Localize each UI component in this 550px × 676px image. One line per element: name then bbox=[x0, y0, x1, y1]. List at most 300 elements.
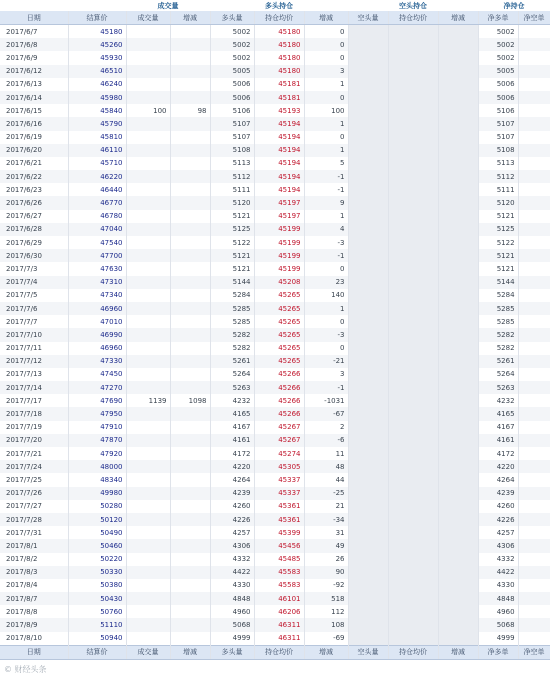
cell-long-avg: 45194 bbox=[254, 131, 304, 144]
cell-volume bbox=[126, 276, 170, 289]
cell-volume bbox=[126, 473, 170, 486]
table-row bbox=[0, 25, 550, 39]
table-row bbox=[0, 210, 550, 223]
cell-short-change bbox=[438, 592, 478, 605]
cell-volume bbox=[126, 526, 170, 539]
cell-volume-change bbox=[170, 513, 210, 526]
table-row bbox=[0, 381, 550, 394]
cell-long-qty: 5107 bbox=[210, 131, 254, 144]
cell-date: 2017/8/10 bbox=[0, 632, 68, 646]
cell-settle: 46240 bbox=[68, 78, 126, 91]
cell-long-change: 0 bbox=[304, 51, 348, 64]
cell-long-qty: 5285 bbox=[210, 315, 254, 328]
cell-net-long: 5122 bbox=[478, 236, 518, 249]
cell-long-qty: 4330 bbox=[210, 579, 254, 592]
table-row bbox=[0, 315, 550, 328]
cell-net-short bbox=[518, 170, 550, 183]
col-header-short-qty[interactable]: 空头量 bbox=[348, 11, 388, 25]
cell-long-change: 112 bbox=[304, 605, 348, 618]
cell-volume-change bbox=[170, 315, 210, 328]
cell-volume bbox=[126, 210, 170, 223]
cell-net-short bbox=[518, 592, 550, 605]
cell-volume-change bbox=[170, 236, 210, 249]
cell-net-long: 5107 bbox=[478, 117, 518, 130]
cell-long-qty: 4226 bbox=[210, 513, 254, 526]
cell-long-change: 108 bbox=[304, 618, 348, 631]
cell-long-qty: 4167 bbox=[210, 421, 254, 434]
cell-volume bbox=[126, 170, 170, 183]
cell-short-qty bbox=[348, 315, 388, 328]
cell-long-change: -1031 bbox=[304, 394, 348, 407]
cell-settle: 46770 bbox=[68, 196, 126, 209]
col-header-long-change[interactable]: 增减 bbox=[304, 11, 348, 25]
cell-volume-change bbox=[170, 249, 210, 262]
cell-short-qty bbox=[348, 434, 388, 447]
cell-volume-change bbox=[170, 117, 210, 130]
table-row bbox=[0, 355, 550, 368]
cell-short-change bbox=[438, 144, 478, 157]
cell-long-qty: 5002 bbox=[210, 38, 254, 51]
cell-short-qty bbox=[348, 144, 388, 157]
cell-long-avg: 45199 bbox=[254, 236, 304, 249]
cell-short-change bbox=[438, 276, 478, 289]
cell-settle: 46220 bbox=[68, 170, 126, 183]
cell-short-qty bbox=[348, 262, 388, 275]
cell-short-qty bbox=[348, 78, 388, 91]
cell-volume bbox=[126, 566, 170, 579]
cell-short-qty bbox=[348, 183, 388, 196]
cell-short-avg bbox=[388, 144, 438, 157]
cell-short-change bbox=[438, 632, 478, 646]
cell-volume bbox=[126, 262, 170, 275]
cell-long-qty: 4220 bbox=[210, 460, 254, 473]
cell-date: 2017/6/28 bbox=[0, 223, 68, 236]
cell-volume-change: 98 bbox=[170, 104, 210, 117]
cell-settle: 47950 bbox=[68, 407, 126, 420]
footer-short-qty: 空头量 bbox=[348, 645, 388, 659]
cell-volume-change bbox=[170, 553, 210, 566]
cell-short-qty bbox=[348, 65, 388, 78]
cell-date: 2017/6/19 bbox=[0, 131, 68, 144]
cell-long-avg: 45265 bbox=[254, 355, 304, 368]
table-row bbox=[0, 566, 550, 579]
cell-date: 2017/7/6 bbox=[0, 302, 68, 315]
cell-long-change: 140 bbox=[304, 289, 348, 302]
col-header-short-avg[interactable]: 持仓均价 bbox=[388, 11, 438, 25]
col-header-date[interactable]: 日期 bbox=[0, 11, 68, 25]
cell-volume bbox=[126, 65, 170, 78]
cell-short-qty bbox=[348, 38, 388, 51]
cell-settle: 46440 bbox=[68, 183, 126, 196]
cell-date: 2017/7/19 bbox=[0, 421, 68, 434]
cell-long-change: 11 bbox=[304, 447, 348, 460]
cell-long-change: 0 bbox=[304, 91, 348, 104]
cell-date: 2017/7/4 bbox=[0, 276, 68, 289]
cell-settle: 47340 bbox=[68, 289, 126, 302]
cell-settle: 47910 bbox=[68, 421, 126, 434]
cell-volume-change bbox=[170, 460, 210, 473]
cell-net-short bbox=[518, 104, 550, 117]
cell-long-qty: 5002 bbox=[210, 25, 254, 39]
cell-long-change: 0 bbox=[304, 25, 348, 39]
cell-net-short bbox=[518, 566, 550, 579]
cell-long-qty: 5106 bbox=[210, 104, 254, 117]
cell-volume bbox=[126, 302, 170, 315]
cell-volume bbox=[126, 38, 170, 51]
cell-short-change bbox=[438, 78, 478, 91]
cell-long-change: 1 bbox=[304, 302, 348, 315]
cell-long-change: -1 bbox=[304, 249, 348, 262]
cell-short-avg bbox=[388, 38, 438, 51]
cell-long-avg: 45399 bbox=[254, 526, 304, 539]
cell-long-qty: 4165 bbox=[210, 407, 254, 420]
cell-short-change bbox=[438, 38, 478, 51]
cell-net-short bbox=[518, 579, 550, 592]
cell-date: 2017/6/13 bbox=[0, 78, 68, 91]
footer-volume-change: 增减 bbox=[170, 645, 210, 659]
cell-volume bbox=[126, 487, 170, 500]
cell-short-change bbox=[438, 249, 478, 262]
cell-short-change bbox=[438, 223, 478, 236]
cell-net-short bbox=[518, 38, 550, 51]
table-row bbox=[0, 51, 550, 64]
cell-long-change: 9 bbox=[304, 196, 348, 209]
cell-long-avg: 45266 bbox=[254, 381, 304, 394]
cell-long-qty: 5121 bbox=[210, 249, 254, 262]
cell-short-avg bbox=[388, 632, 438, 646]
cell-short-avg bbox=[388, 210, 438, 223]
cell-volume-change bbox=[170, 144, 210, 157]
cell-volume-change bbox=[170, 447, 210, 460]
cell-long-qty: 5111 bbox=[210, 183, 254, 196]
cell-short-change bbox=[438, 526, 478, 539]
col-header-settle[interactable]: 结算价 bbox=[68, 11, 126, 25]
cell-short-qty bbox=[348, 355, 388, 368]
group-header-volume: 成交量 bbox=[126, 0, 210, 11]
col-header-short-change[interactable]: 增减 bbox=[438, 11, 478, 25]
cell-date: 2017/8/8 bbox=[0, 605, 68, 618]
cell-settle: 47630 bbox=[68, 262, 126, 275]
col-header-volume-change[interactable]: 增减 bbox=[170, 11, 210, 25]
cell-long-avg: 45337 bbox=[254, 473, 304, 486]
cell-net-short bbox=[518, 302, 550, 315]
cell-long-change: 0 bbox=[304, 342, 348, 355]
cell-short-change bbox=[438, 196, 478, 209]
table-row bbox=[0, 394, 550, 407]
table-row bbox=[0, 487, 550, 500]
col-header-net-short[interactable]: 净空单 bbox=[518, 11, 550, 25]
cell-long-qty: 4264 bbox=[210, 473, 254, 486]
cell-volume bbox=[126, 51, 170, 64]
cell-volume-change bbox=[170, 38, 210, 51]
cell-long-qty: 4960 bbox=[210, 605, 254, 618]
cell-short-qty bbox=[348, 249, 388, 262]
cell-net-long: 4257 bbox=[478, 526, 518, 539]
cell-net-short bbox=[518, 262, 550, 275]
watermark: © 财经头条 bbox=[4, 665, 47, 674]
cell-date: 2017/6/21 bbox=[0, 157, 68, 170]
cell-volume: 100 bbox=[126, 104, 170, 117]
cell-short-avg bbox=[388, 289, 438, 302]
cell-long-avg: 45266 bbox=[254, 368, 304, 381]
cell-long-avg: 45199 bbox=[254, 262, 304, 275]
cell-date: 2017/7/11 bbox=[0, 342, 68, 355]
cell-short-avg bbox=[388, 223, 438, 236]
cell-volume-change bbox=[170, 25, 210, 39]
cell-date: 2017/7/10 bbox=[0, 328, 68, 341]
cell-volume bbox=[126, 342, 170, 355]
cell-short-change bbox=[438, 210, 478, 223]
table-row bbox=[0, 223, 550, 236]
cell-settle: 47450 bbox=[68, 368, 126, 381]
cell-net-long: 4260 bbox=[478, 500, 518, 513]
cell-volume-change bbox=[170, 328, 210, 341]
cell-long-avg: 45361 bbox=[254, 500, 304, 513]
cell-volume bbox=[126, 368, 170, 381]
cell-short-change bbox=[438, 170, 478, 183]
cell-long-change: -3 bbox=[304, 236, 348, 249]
cell-long-avg: 45583 bbox=[254, 566, 304, 579]
table-row bbox=[0, 421, 550, 434]
cell-date: 2017/6/8 bbox=[0, 38, 68, 51]
cell-short-qty bbox=[348, 91, 388, 104]
cell-volume bbox=[126, 579, 170, 592]
cell-short-change bbox=[438, 487, 478, 500]
cell-net-long: 4220 bbox=[478, 460, 518, 473]
cell-short-qty bbox=[348, 394, 388, 407]
cell-net-long: 5002 bbox=[478, 38, 518, 51]
cell-long-avg: 45199 bbox=[254, 249, 304, 262]
cell-long-qty: 5005 bbox=[210, 65, 254, 78]
group-header-net: 净持仓 bbox=[478, 0, 550, 11]
cell-long-avg: 46311 bbox=[254, 632, 304, 646]
cell-date: 2017/7/13 bbox=[0, 368, 68, 381]
cell-volume bbox=[126, 78, 170, 91]
cell-net-long: 5106 bbox=[478, 104, 518, 117]
cell-date: 2017/7/17 bbox=[0, 394, 68, 407]
cell-net-long: 5285 bbox=[478, 302, 518, 315]
cell-settle: 47920 bbox=[68, 447, 126, 460]
cell-net-short bbox=[518, 78, 550, 91]
table-row bbox=[0, 368, 550, 381]
cell-volume-change: 1098 bbox=[170, 394, 210, 407]
cell-date: 2017/6/16 bbox=[0, 117, 68, 130]
footer-settle: 结算价 bbox=[68, 645, 126, 659]
cell-short-avg bbox=[388, 328, 438, 341]
cell-volume-change bbox=[170, 210, 210, 223]
cell-short-avg bbox=[388, 513, 438, 526]
cell-volume-change bbox=[170, 183, 210, 196]
cell-long-change: 1 bbox=[304, 210, 348, 223]
footer-long-change: 增减 bbox=[304, 645, 348, 659]
cell-short-avg bbox=[388, 236, 438, 249]
cell-short-avg bbox=[388, 592, 438, 605]
table-row bbox=[0, 249, 550, 262]
cell-date: 2017/8/9 bbox=[0, 618, 68, 631]
cell-long-avg: 45194 bbox=[254, 170, 304, 183]
cell-long-change: 3 bbox=[304, 368, 348, 381]
cell-volume-change bbox=[170, 65, 210, 78]
cell-short-change bbox=[438, 460, 478, 473]
col-header-volume[interactable]: 成交量 bbox=[126, 11, 170, 25]
cell-short-avg bbox=[388, 368, 438, 381]
cell-short-qty bbox=[348, 196, 388, 209]
cell-short-change bbox=[438, 183, 478, 196]
cell-volume bbox=[126, 249, 170, 262]
cell-short-change bbox=[438, 421, 478, 434]
cell-long-change: -67 bbox=[304, 407, 348, 420]
cell-date: 2017/7/27 bbox=[0, 500, 68, 513]
cell-net-short bbox=[518, 381, 550, 394]
cell-short-avg bbox=[388, 183, 438, 196]
cell-date: 2017/7/5 bbox=[0, 289, 68, 302]
table-row bbox=[0, 434, 550, 447]
cell-date: 2017/6/12 bbox=[0, 65, 68, 78]
cell-short-qty bbox=[348, 460, 388, 473]
cell-long-change: -34 bbox=[304, 513, 348, 526]
cell-short-avg bbox=[388, 276, 438, 289]
cell-long-change: -1 bbox=[304, 381, 348, 394]
cell-short-avg bbox=[388, 553, 438, 566]
col-header-long-qty[interactable]: 多头量 bbox=[210, 11, 254, 25]
cell-volume bbox=[126, 117, 170, 130]
cell-net-long: 4239 bbox=[478, 487, 518, 500]
cell-short-qty bbox=[348, 500, 388, 513]
cell-volume bbox=[126, 513, 170, 526]
cell-settle: 51110 bbox=[68, 618, 126, 631]
cell-volume-change bbox=[170, 262, 210, 275]
cell-long-qty: 5282 bbox=[210, 328, 254, 341]
cell-short-change bbox=[438, 368, 478, 381]
cell-short-qty bbox=[348, 526, 388, 539]
cell-long-qty: 4332 bbox=[210, 553, 254, 566]
cell-settle: 50220 bbox=[68, 553, 126, 566]
cell-net-short bbox=[518, 434, 550, 447]
cell-long-change: -21 bbox=[304, 355, 348, 368]
cell-short-avg bbox=[388, 526, 438, 539]
cell-volume-change bbox=[170, 196, 210, 209]
table-row bbox=[0, 196, 550, 209]
cell-net-long: 5121 bbox=[478, 262, 518, 275]
cell-long-qty: 5122 bbox=[210, 236, 254, 249]
cell-short-avg bbox=[388, 170, 438, 183]
cell-long-avg: 45265 bbox=[254, 302, 304, 315]
cell-short-qty bbox=[348, 276, 388, 289]
cell-short-change bbox=[438, 328, 478, 341]
table-row bbox=[0, 579, 550, 592]
cell-short-change bbox=[438, 117, 478, 130]
cell-volume-change bbox=[170, 605, 210, 618]
cell-net-short bbox=[518, 157, 550, 170]
cell-long-avg: 45485 bbox=[254, 553, 304, 566]
cell-settle: 46110 bbox=[68, 144, 126, 157]
cell-short-change bbox=[438, 553, 478, 566]
cell-settle: 46780 bbox=[68, 210, 126, 223]
cell-volume-change bbox=[170, 539, 210, 552]
cell-net-long: 5111 bbox=[478, 183, 518, 196]
cell-short-qty bbox=[348, 157, 388, 170]
cell-short-change bbox=[438, 447, 478, 460]
cell-volume-change bbox=[170, 170, 210, 183]
cell-volume bbox=[126, 25, 170, 39]
cell-short-qty bbox=[348, 223, 388, 236]
cell-long-change: 1 bbox=[304, 78, 348, 91]
cell-date: 2017/8/2 bbox=[0, 553, 68, 566]
table-row bbox=[0, 170, 550, 183]
footer-short-avg: 持仓均价 bbox=[388, 645, 438, 659]
cell-net-short bbox=[518, 553, 550, 566]
cell-net-short bbox=[518, 539, 550, 552]
cell-volume-change bbox=[170, 632, 210, 646]
col-header-long-avg[interactable]: 持仓均价 bbox=[254, 11, 304, 25]
cell-net-short bbox=[518, 473, 550, 486]
cell-volume-change bbox=[170, 500, 210, 513]
cell-long-avg: 45180 bbox=[254, 25, 304, 39]
cell-date: 2017/7/21 bbox=[0, 447, 68, 460]
cell-volume bbox=[126, 236, 170, 249]
cell-short-avg bbox=[388, 315, 438, 328]
footer-header-row bbox=[0, 645, 550, 659]
table-row bbox=[0, 183, 550, 196]
cell-volume-change bbox=[170, 131, 210, 144]
table-row bbox=[0, 262, 550, 275]
cell-date: 2017/7/24 bbox=[0, 460, 68, 473]
cell-settle: 49980 bbox=[68, 487, 126, 500]
cell-net-short bbox=[518, 460, 550, 473]
cell-short-avg bbox=[388, 104, 438, 117]
cell-short-change bbox=[438, 51, 478, 64]
cell-net-long: 5002 bbox=[478, 25, 518, 39]
cell-long-avg: 45337 bbox=[254, 487, 304, 500]
cell-short-qty bbox=[348, 170, 388, 183]
cell-net-long: 5285 bbox=[478, 315, 518, 328]
cell-long-avg: 45194 bbox=[254, 157, 304, 170]
table-row bbox=[0, 526, 550, 539]
cell-settle: 45260 bbox=[68, 38, 126, 51]
cell-volume bbox=[126, 407, 170, 420]
cell-short-qty bbox=[348, 566, 388, 579]
cell-volume bbox=[126, 355, 170, 368]
cell-short-avg bbox=[388, 618, 438, 631]
cell-short-change bbox=[438, 407, 478, 420]
cell-net-long: 4232 bbox=[478, 394, 518, 407]
table-row bbox=[0, 592, 550, 605]
cell-net-long: 4226 bbox=[478, 513, 518, 526]
cell-short-avg bbox=[388, 434, 438, 447]
cell-net-long: 4264 bbox=[478, 473, 518, 486]
cell-long-qty: 5107 bbox=[210, 117, 254, 130]
cell-long-avg: 45265 bbox=[254, 328, 304, 341]
cell-net-short bbox=[518, 236, 550, 249]
table-row bbox=[0, 302, 550, 315]
cell-net-short bbox=[518, 328, 550, 341]
table-body bbox=[0, 25, 550, 646]
cell-long-change: 26 bbox=[304, 553, 348, 566]
cell-date: 2017/7/12 bbox=[0, 355, 68, 368]
cell-settle: 45840 bbox=[68, 104, 126, 117]
cell-date: 2017/6/30 bbox=[0, 249, 68, 262]
cell-long-avg: 45305 bbox=[254, 460, 304, 473]
table-row bbox=[0, 473, 550, 486]
cell-short-change bbox=[438, 539, 478, 552]
cell-long-qty: 4422 bbox=[210, 566, 254, 579]
table-row bbox=[0, 539, 550, 552]
cell-long-change: 0 bbox=[304, 262, 348, 275]
cell-volume bbox=[126, 381, 170, 394]
col-header-net-long[interactable]: 净多单 bbox=[478, 11, 518, 25]
cell-long-qty: 5263 bbox=[210, 381, 254, 394]
cell-net-long: 5006 bbox=[478, 91, 518, 104]
